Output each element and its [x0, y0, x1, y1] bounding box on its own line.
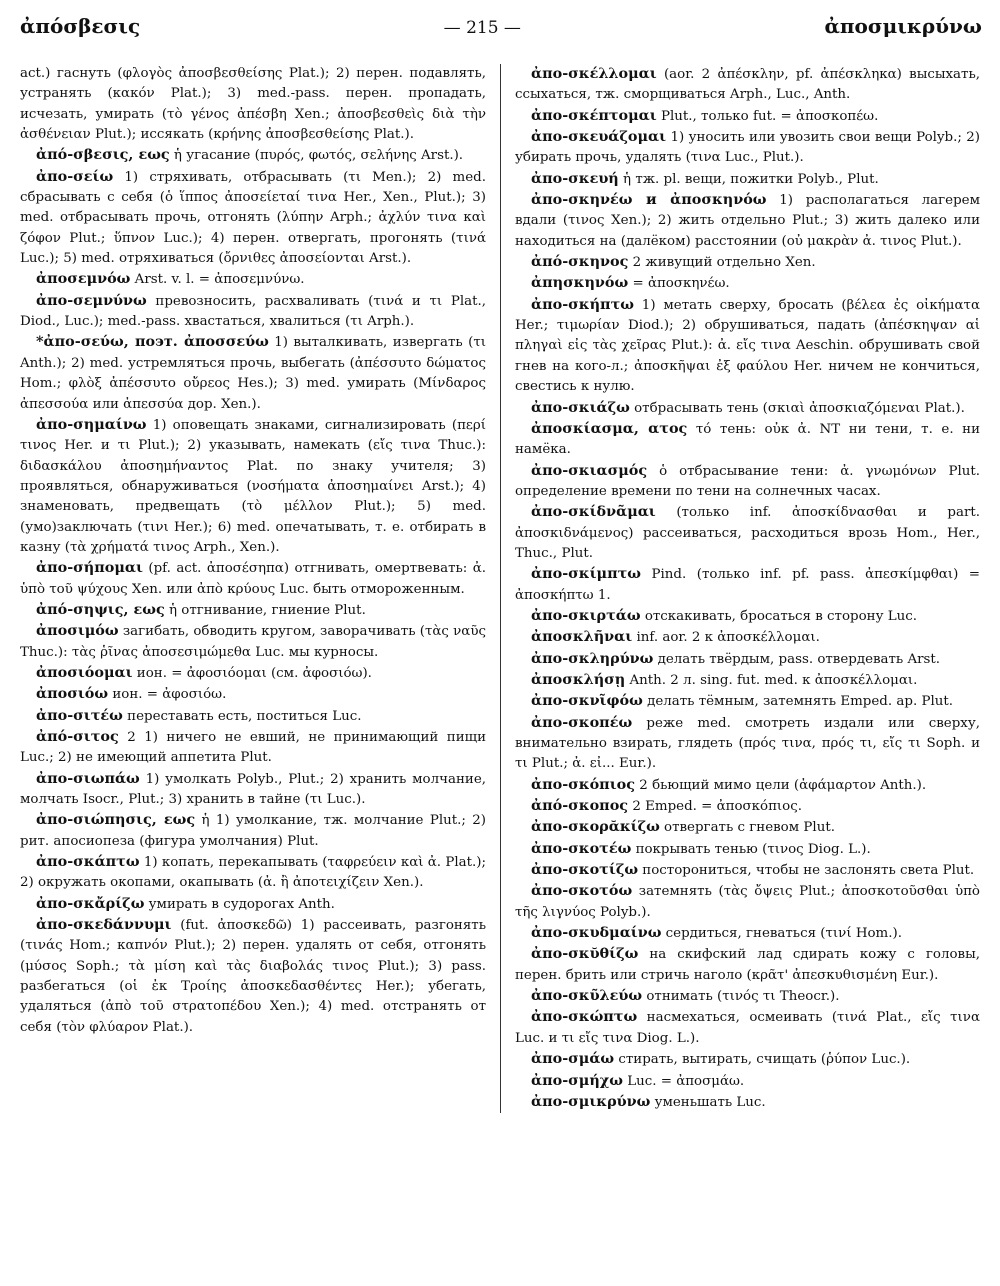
dictionary-entry — [515, 649, 980, 670]
entry-headword: ἀπό-σβεσις, εως — [36, 146, 170, 164]
dictionary-entry — [20, 706, 486, 727]
dictionary-entry — [515, 713, 980, 775]
entry-definition: ὁ отбрасывание тени: ἀ. γνωμόνων Plut. определение времени по тени на солнечных часах. — [515, 463, 980, 499]
entry-headword: ἀποσιόομαι — [36, 663, 133, 681]
dictionary-entry — [515, 775, 980, 796]
entry-headword: ἀπο-σκευάζομαι — [531, 128, 667, 146]
dictionary-entry — [515, 881, 980, 923]
entry-headword: ἀπο-σκιάζω — [531, 398, 630, 416]
dictionary-entry — [20, 291, 486, 333]
entry-definition: act.) гаснуть (φλογὸς ἀποσβεσθείσης Plat.); 2) перен. подавлять, устранять (κακόν Plat.); 3) med.-pass. перен. пропадать, исчезать, умирать (τὸ γένος ἀπέσβη Xen.; ἀποσβεσθεὶς διὰ τὴν ἀσθένειαν Plut.); иссякать (κρήνης ἀποσβεσθείσης Plat.). — [20, 66, 486, 143]
entry-headword: ἀπο-σκόπιος — [531, 775, 636, 793]
entry-headword: ἀπο-σκήπτω — [531, 295, 634, 313]
entry-definition: делать тёмным, затемнять Emped. ap. Plut. — [642, 694, 954, 710]
entry-headword: ἀπό-σκηνος — [531, 253, 629, 271]
entry-headword: ἀπο-σκῦλεύω — [531, 987, 643, 1005]
dictionary-entry — [20, 600, 486, 621]
entry-headword: ἀπο-σμάω — [531, 1050, 615, 1068]
entry-headword: ἀπο-σιωπάω — [36, 769, 140, 787]
entry-headword: ἀπό-σηψις, εως — [36, 600, 165, 618]
entry-definition: ἡ тж. pl. вещи, пожитки Polyb., Plut. — [618, 171, 879, 187]
dictionary-entry — [515, 1007, 980, 1049]
dictionary-entry — [515, 169, 980, 190]
dictionary-entry — [515, 627, 980, 648]
entry-headword: ἀπο-σημαίνω — [36, 415, 147, 433]
entry-definition: Anth. 2 л. sing. fut. med. к ἀποσκέλλομαι. — [625, 672, 918, 688]
entry-definition: 2 бьющий мимо цели (ἀφάμαρτον Anth.). — [635, 777, 927, 793]
dictionary-entry — [515, 606, 980, 627]
dictionary-entry — [515, 106, 980, 127]
entry-definition: насмехаться, осмеивать (τινά Plat., εἴς τινα Luc. и τι εἴς τινα Diog. L.). — [515, 1010, 980, 1046]
text-columns — [20, 64, 982, 1113]
dictionary-entry — [20, 64, 486, 145]
dictionary-entry — [20, 415, 486, 558]
entry-definition: превозносить, расхваливать (τινά и τι Plat., Diod., Luc.); med.-pass. хвастаться, хвалиться (τι Arph.). — [20, 293, 486, 330]
entry-headword: ἀπησκηνόω — [531, 274, 629, 292]
entry-definition: умирать в судорогах Anth. — [144, 896, 335, 912]
dictionary-entry — [20, 727, 486, 769]
entry-definition: Plut., только fut. = ἀποσκοπέω. — [656, 108, 879, 124]
entry-headword: ἀπό-σκοπος — [531, 797, 629, 815]
entry-definition: 1) метать сверху, бросать (βέλεα ἐς οἰκήματα Her.; τιμωρίαν Diod.); 2) обрушиваться, падать (ἀπέσκηψαν αἱ πληγαὶ εἰς τὰς χεῖρας Plut.): ἀ. εἴς τινα Aeschin. обрушивать свой гнев на кого-л.; ἀποσκῆψαι ἐξ φαύλου Her. ничем не кончиться, свестись к нулю. — [515, 297, 980, 395]
dictionary-entry — [515, 817, 980, 838]
entry-headword: ἀπο-σιτέω — [36, 706, 123, 724]
dictionary-entry — [20, 684, 486, 705]
entry-definition: ἡ отгнивание, гниение Plut. — [164, 602, 366, 618]
entry-definition: переставать есть, поститься Luc. — [122, 708, 362, 724]
dictionary-entry — [20, 621, 486, 663]
entry-definition: покрывать тенью (τινος Diog. L.). — [631, 841, 871, 857]
dictionary-entry — [20, 810, 486, 852]
dictionary-entry — [515, 273, 980, 294]
dictionary-entry — [515, 419, 980, 461]
entry-headword: ἀποσκλῆναι — [531, 628, 633, 646]
entry-definition: отбрасывать тень (σκιαὶ ἀποσκιαζόμεναι Plat.). — [629, 400, 965, 416]
dictionary-entry — [515, 1071, 980, 1092]
entry-headword: ἀπο-σεμνύνω — [36, 291, 147, 309]
dictionary-entry — [515, 860, 980, 881]
dictionary-entry — [515, 564, 980, 606]
dictionary-entry — [515, 461, 980, 503]
dictionary-entry — [515, 691, 980, 712]
dictionary-entry — [515, 64, 980, 106]
entry-definition: 2 живущий отдельно Xen. — [628, 255, 816, 271]
page-header — [20, 14, 982, 44]
entry-headword: ἀπο-σήπομαι — [36, 559, 143, 577]
entry-headword: ἀπο-σκἄρίζω — [36, 894, 145, 912]
entry-headword: ἀπο-σκοτέω — [531, 839, 632, 857]
entry-headword: ἀπο-σκληρύνω — [531, 649, 654, 667]
entry-headword: ἀπο-σκώπτω — [531, 1008, 638, 1026]
dictionary-entry — [515, 295, 980, 398]
entry-headword: ἀπο-σιώπησις, εως — [36, 811, 196, 829]
left-running-headword: ἀπόσβεσις — [20, 14, 141, 38]
entry-definition: (только inf. ἀποσκίδνασθαι и part. ἀποσκιδνάμενος) рассеиваться, расходиться врозь Hom., Her., Thuc., Plut. — [515, 505, 980, 561]
entry-definition: отвергать с гневом Plut. — [659, 820, 835, 836]
entry-headword: ἀπο-σκνῖφόω — [531, 692, 643, 710]
entry-definition: 2 Emped. = ἀποσκόπιος. — [628, 799, 802, 815]
entry-definition: Arst. v. l. = ἀποσεμνύνω. — [130, 272, 305, 288]
entry-headword: ἀποσιμόω — [36, 622, 119, 640]
entry-headword: ἀπο-σκηνέω и ἀποσκηνόω — [531, 191, 767, 209]
entry-definition: реже med. смотреть издали или сверху, внимательно взирать, глядеть (πρός τινα, πρός τι, εἴς τι Soph. и τι Plut.; ἀ. εἰ... Eur.). — [515, 715, 980, 772]
right-column — [500, 64, 980, 1113]
dictionary-entry — [515, 923, 980, 944]
dictionary-entry — [20, 145, 486, 166]
entry-definition: (aor. 2 ἀπέσκλην, pf. ἀπέσκληκα) высыхать, ссыхаться, тж. сморщиваться Arph., Luc., Anth. — [515, 67, 980, 103]
entry-definition: inf. aor. 2 к ἀποσκέλλομαι. — [632, 630, 820, 646]
entry-definition: Pind. (только inf. pf. pass. ἀπεσκίμφθαι) = ἀποσκήπτω 1. — [515, 567, 980, 603]
entry-headword: ἀπο-σκῠθίζω — [531, 945, 639, 963]
entry-headword: ἀπο-σκιασμός — [531, 461, 648, 479]
dictionary-entry — [20, 663, 486, 684]
dictionary-entry — [515, 796, 980, 817]
entry-definition: на скифский лад сдирать кожу с головы, перен. брить или стричь наголо (κρᾶτ' ἀπεσκυθισμένη Eur.). — [515, 947, 980, 983]
entry-definition: посторониться, чтобы не заслонять света Plut. — [638, 863, 975, 879]
entry-headword: ἀπο-σκορᾰκίζω — [531, 818, 660, 836]
dictionary-entry — [515, 190, 980, 252]
dictionary-entry — [515, 252, 980, 273]
entry-definition: Luc. = ἀποσμάω. — [622, 1073, 745, 1089]
dictionary-entry — [20, 167, 486, 270]
entry-definition: 2 1) ничего не евший, не принимающий пищи Luc.; 2) не имеющий аппетита Plut. — [20, 730, 486, 766]
dictionary-entry — [515, 944, 980, 986]
entry-headword: ἀποσκλήσῃ — [531, 670, 626, 688]
dictionary-entry — [20, 769, 486, 811]
entry-definition: 1) умолкать Polyb., Plut.; 2) хранить молчание, молчать Isocr., Plut.; 3) хранить в тайне (τι Luc.). — [20, 771, 486, 808]
dictionary-entry — [515, 986, 980, 1007]
entry-headword: *ἀπο-σεύω, поэт. ἀποσσεύω — [36, 333, 269, 351]
entry-headword: ἀπο-σμικρύνω — [531, 1092, 651, 1110]
page-number: — 215 — — [443, 18, 521, 38]
entry-definition: сердиться, гневаться (τινί Hom.). — [661, 926, 902, 942]
entry-definition: τό тень: οὐκ ἀ. NT ни тени, т. е. ни намёка. — [515, 421, 980, 458]
dictionary-entry — [515, 398, 980, 419]
entry-definition: стирать, вытирать, счищать (ῥύπον Luc.). — [614, 1052, 911, 1068]
entry-definition: ион. = ἀφοσιόομαι (см. ἀφοσιόω). — [132, 665, 372, 681]
dictionary-entry — [20, 894, 486, 915]
dictionary-entry — [515, 1092, 980, 1113]
dictionary-entry — [20, 269, 486, 290]
dictionary-entry — [515, 670, 980, 691]
entry-headword: ἀπό-σιτος — [36, 728, 119, 745]
entry-headword: ἀπο-σκίδνᾶμαι — [531, 503, 656, 521]
entry-definition: 1) копать, перекапывать (ταφρεύειν καὶ ἀ. Plat.); 2) окружать окопами, окапывать (ἀ. ἢ ἀποτειχίζειν Xen.). — [20, 855, 486, 891]
entry-headword: ἀπο-σκευή — [531, 169, 619, 187]
dictionary-entry — [20, 558, 486, 600]
entry-definition: 1) выталкивать, извергать (τι Anth.); 2) med. устремляться прочь, выбегать (ἀπέσσυτο δώματος Hom.; φλὸξ ἀπέσσυτο οὔρεος Hes.); 3) med. умирать (Μίνδαρος ἀπεσσούα или ἀπεσσύα дор. Xen.). — [20, 335, 486, 412]
dictionary-entry — [20, 915, 486, 1038]
entry-definition: (pf. act. ἀποσέσηπα) отгнивать, омертвевать: ἀ. ὑπὸ τοῦ ψύχους Xen. или ἀπὸ κρύους Luc. быть отмороженным. — [20, 561, 486, 597]
entry-headword: ἀποσεμνόω — [36, 270, 131, 288]
entry-definition: загибать, обводить кругом, заворачивать (τὰς ναῦς Thuc.): τὰς ῥῖνας ἀποσεσιμώμεθα Luc. мы курносы. — [20, 624, 486, 660]
entry-headword: ἀπο-σκέπτομαι — [531, 106, 657, 124]
entry-headword: ἀπο-σκιρτάω — [531, 606, 641, 624]
entry-headword: ἀπο-σκέλλομαι — [531, 65, 657, 82]
entry-headword: ἀπο-σείω — [36, 167, 114, 185]
entry-definition: 1) стряхивать, отбрасывать (τι Men.); 2) med. сбрасывать с себя (ὁ ἵππος ἀποσείεταί τινα Her., Xen., Plut.); 3) med. отбрасывать прочь, отгонять (λύπην Arph.; ἀχλύν τινα καὶ ζόφον Plut.; ὕπνον Luc.); 4) перен. отвергать, прогонять (τινά Luc.); 5) med. отряхиваться (ὄρνιθες ἀποσείονται Arst.). — [20, 169, 486, 267]
entry-definition: делать твёрдым, pass. отвердевать Arst. — [653, 651, 941, 667]
entry-definition: (fut. ἀποσκεδῶ) 1) рассеивать, разгонять (τινάς Hom.; καπνόν Plut.); 2) перен. удалять от себя, отгонять (μύσος Soph.; τὰ μίση καὶ τὰς διαβολάς τινος Plut.); 3) pass. разбегаться (οἱ ἐκ Τροίης ἀποσκεδασθέντες Her.); убегать, удаляться (ἀπὸ τοῦ στρατοπέδου Xen.); 4) med. отстранять от себя (τὸν φλύαρον Plat.). — [20, 918, 486, 1035]
dictionary-entry — [515, 839, 980, 860]
entry-headword: ἀπο-σκάπτω — [36, 853, 140, 871]
entry-definition: ἡ 1) умолкание, тж. молчание Plut.; 2) рит. апосиопеза (фигура умолчания) Plut. — [20, 813, 486, 849]
entry-definition: ἡ угасание (πυρός, φωτός, σελήνης Arst.). — [169, 148, 464, 164]
entry-headword: ἀπο-σκυδμαίνω — [531, 924, 662, 942]
entry-definition: = ἀποσκηνέω. — [628, 276, 730, 292]
entry-definition: 1) уносить или увозить свои вещи Polyb.; 2) убирать прочь, удалять (τινα Luc., Plut.). — [515, 130, 980, 166]
entry-definition: затемнять (τὰς ὄψεις Plut.; ἀποσκοτοῦσθαι ὑπὸ τῆς λιγνύος Polyb.). — [515, 884, 980, 920]
dictionary-entry — [20, 852, 486, 894]
entry-headword: ἀπο-σκοτόω — [531, 882, 633, 900]
dictionary-entry — [515, 502, 980, 564]
entry-definition: 1) располагаться лагерем вдали (τινος Xen.); 2) жить отдельно Plut.; 3) жить далеко или находиться на (далёком) расстоянии (οὐ μακρὰν ἀ. τινος Plut.). — [515, 193, 981, 249]
entry-headword: ἀπο-σκίμπτω — [531, 565, 641, 583]
right-running-headword: ἀποσμικρύνω — [824, 14, 982, 38]
entry-headword: ἀπο-σμήχω — [531, 1071, 623, 1089]
entry-definition: ион. = ἀφοσιόω. — [108, 687, 227, 703]
entry-definition: уменьшать Luc. — [650, 1094, 766, 1110]
entry-headword: ἀποσιόω — [36, 685, 109, 703]
dictionary-entry — [20, 332, 486, 414]
entry-headword: ἀπο-σκοτίζω — [531, 861, 639, 879]
entry-headword: ἀποσκίασμα, ατος — [531, 419, 688, 437]
dictionary-entry — [515, 1049, 980, 1070]
entry-definition: 1) оповещать знаками, сигнализировать (περί τινος Her. и τι Plut.); 2) указывать, намекать (εἴς τινα Thuc.): διδασκάλου ἀποσημήναντος Plat. по знаку учителя; 3) проявляться, обнаруживаться (νοσήματα ἀποσημαίνει Arst.); 4) знаменовать, предвещать (τὸ μέλλον Plut.); 5) med. (умо)заключать (τινι Her.); 6) med. опечатывать, т. е. отбирать в казну (τὰ χρήματά τινος Arph., Xen.). — [20, 417, 486, 555]
dictionary-entry — [515, 127, 980, 169]
entry-definition: отнимать (τινός τι Theocr.). — [642, 989, 840, 1005]
left-column — [20, 64, 500, 1113]
entry-headword: ἀπο-σκοπέω — [531, 713, 633, 731]
entry-definition: отскакивать, бросаться в сторону Luc. — [640, 608, 917, 624]
entry-headword: ἀπο-σκεδάννυμι — [36, 916, 172, 934]
